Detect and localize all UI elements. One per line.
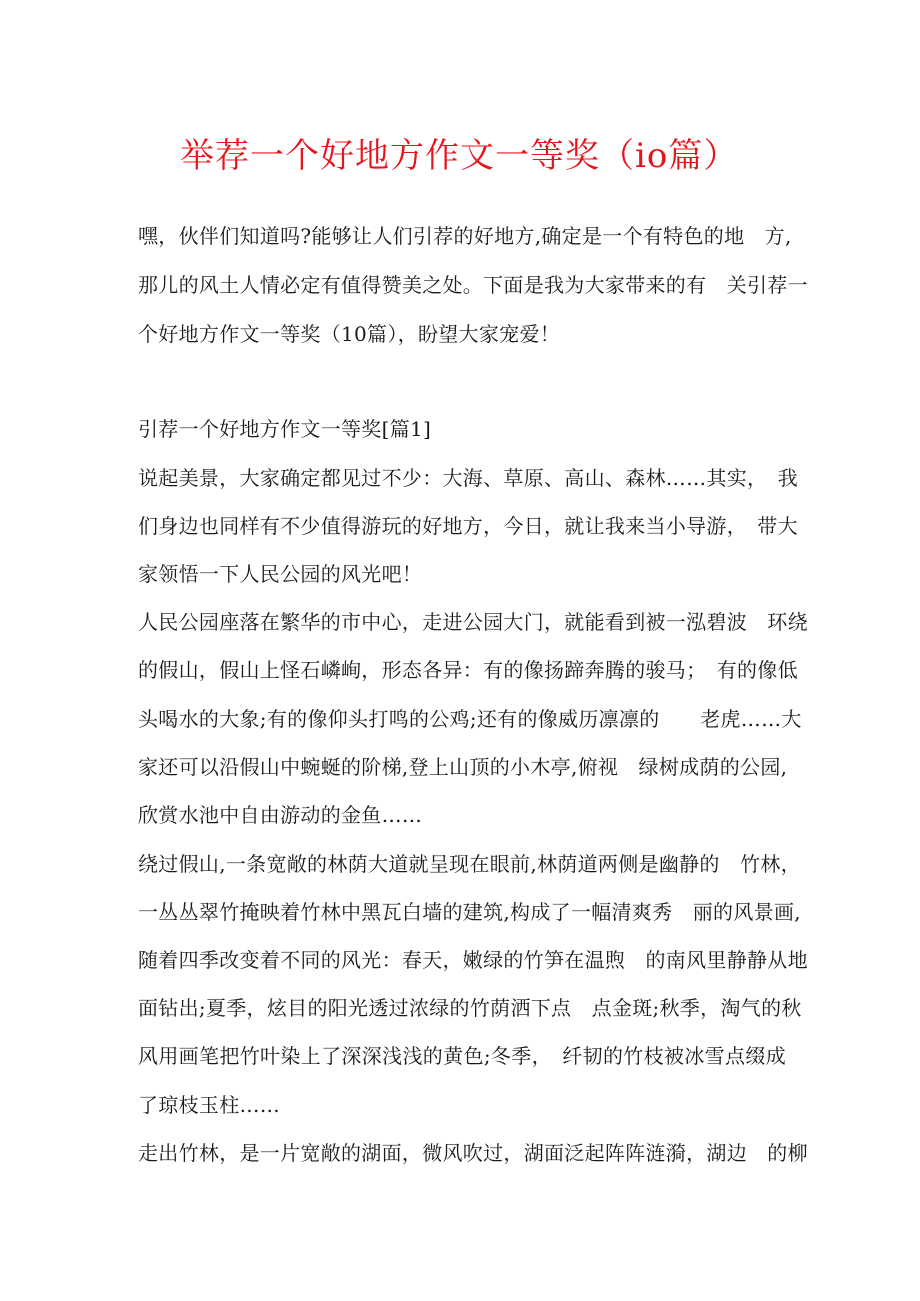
paragraph3-line-4: 面钻出;夏季，炫目的阳光透过浓绿的竹荫洒下点 点金斑;秋季，淘气的秋 — [138, 996, 802, 1020]
paragraph4-line-1: 走出竹林，是一片宽敞的湖面，微风吹过，湖面泛起阵阵涟漪，湖边 的柳 — [138, 1141, 808, 1165]
paragraph3-line-1: 绕过假山,一条宽敞的林荫大道就呈现在眼前,林荫道两侧是幽静的 竹林， — [138, 852, 801, 876]
paragraph2-line-2: 的假山，假山上怪石嶙峋，形态各异：有的像扬蹄奔腾的骏马； 有的像低 — [138, 658, 798, 682]
paragraph2-line-5: 欣赏水池中自由游动的金鱼…… — [138, 803, 423, 827]
paragraph1-line-1: 说起美景，大家确定都见过不少：大海、草原、高山、森林……其实， 我 — [138, 466, 798, 490]
paragraph1-line-3: 家领悟一下人民公园的风光吧！ — [138, 562, 423, 586]
paragraph3-line-3: 随着四季改变着不同的风光：春天，嫩绿的竹笋在温煦 的南风里静静从地 — [138, 948, 808, 972]
paragraph3-line-5: 风用画笔把竹叶染上了深深浅浅的黄色;冬季， 纤韧的竹枝被冰雪点缀成 — [138, 1044, 786, 1068]
paragraph2-line-4: 家还可以沿假山中蜿蜒的阶梯,登上山顶的小木亭,俯视 绿树成荫的公园, — [138, 755, 788, 779]
paragraph2-line-1: 人民公园座落在繁华的市中心，走进公园大门，就能看到被一泓碧波 环绕 — [138, 610, 808, 634]
paragraph3-line-2: 一丛丛翠竹掩映着竹林中黑瓦白墙的建筑,构成了一幅清爽秀 丽的风景画, — [138, 900, 801, 924]
intro-line-3: 个好地方作文一等奖（10篇），盼望大家宠爱！ — [138, 322, 561, 346]
paragraph1-line-2: 们身边也同样有不少值得游玩的好地方，今日，就让我来当小导游， 带大 — [138, 514, 798, 538]
document-title: 举荐一个好地方作文一等奖（io篇） — [180, 136, 739, 176]
intro-line-1: 嘿，伙伴们知道吗?能够让人们引荐的好地方,确定是一个有特色的地 方, — [138, 224, 792, 248]
section-heading: 引荐一个好地方作文一等奖[篇1] — [138, 417, 432, 441]
paragraph3-line-6: 了琼枝玉柱…… — [138, 1093, 281, 1117]
intro-line-2: 那儿的风土人情必定有值得赞美之处。下面是我为大家带来的有 关引荐一 — [138, 273, 808, 297]
paragraph2-line-3: 头喝水的大象;有的像仰头打鸣的公鸡;还有的像威历凛凛的 老虎……大 — [138, 707, 802, 731]
